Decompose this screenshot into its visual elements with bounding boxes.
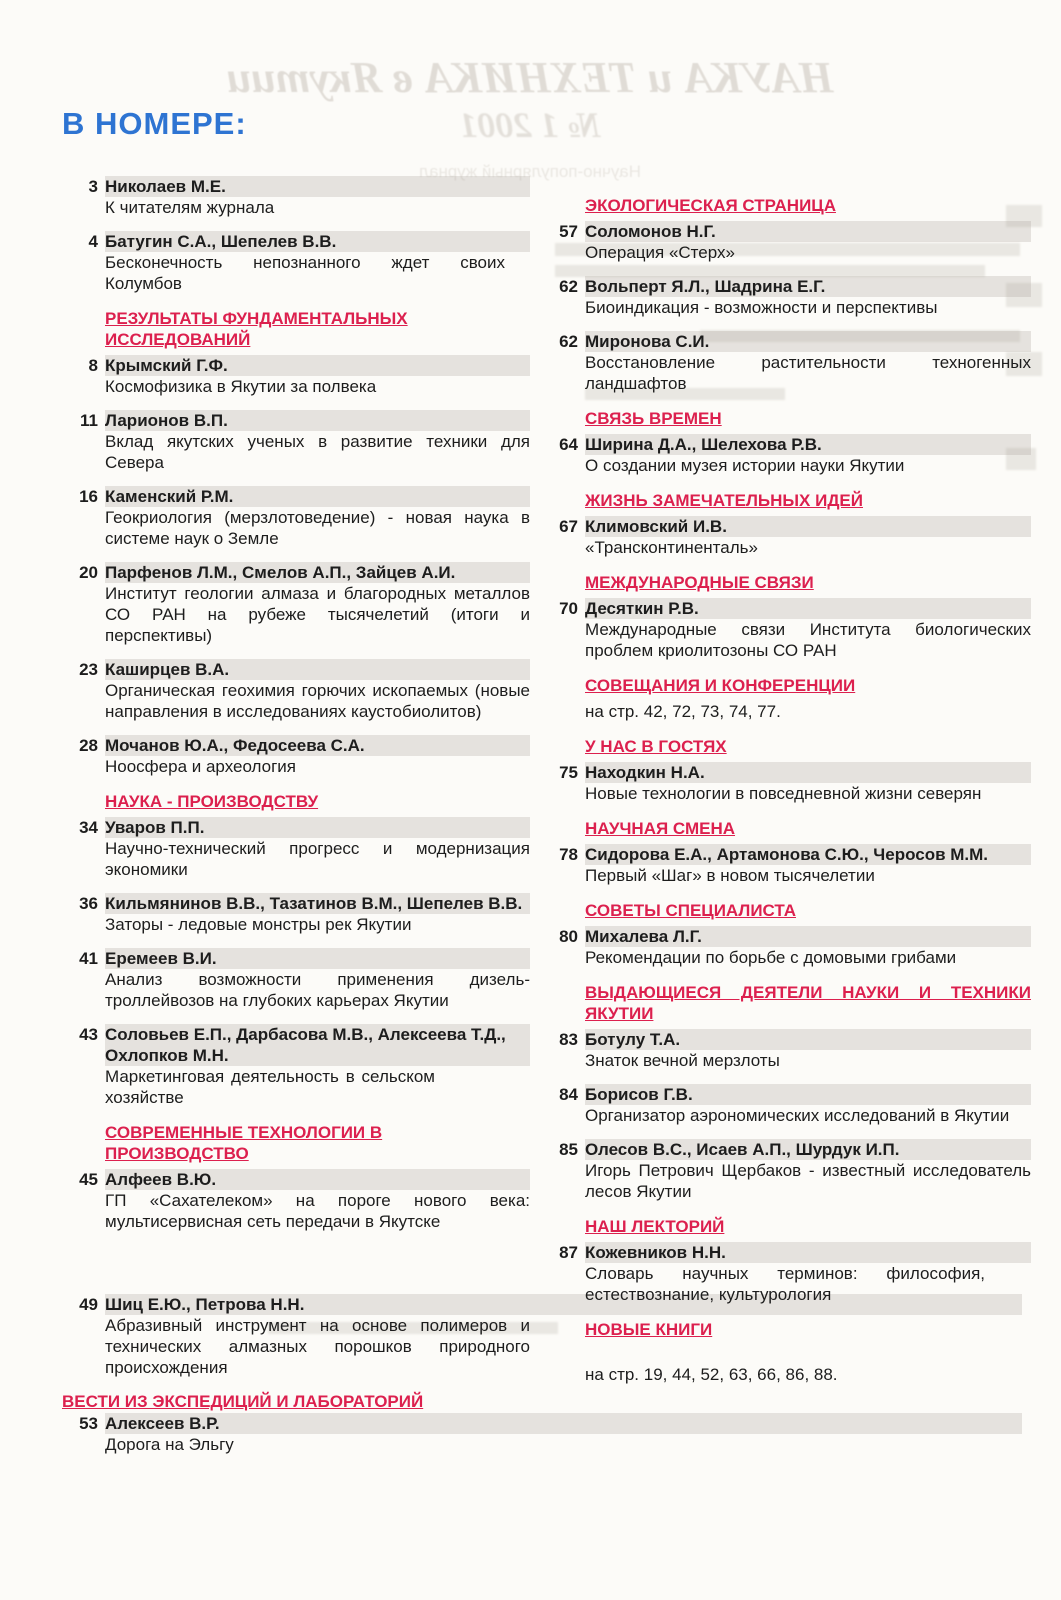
- entry-title: Знаток вечной мерзлоты: [585, 1051, 780, 1070]
- entry-page-number: 80: [559, 927, 578, 946]
- entry-page-number: 64: [559, 435, 578, 454]
- entry-authors: Еремеев В.И.: [105, 948, 530, 969]
- toc-entry: [62, 817, 530, 880]
- entry-title: К читателям журнала: [105, 198, 275, 217]
- entry-title: Вклад якутских ученых в развитие техники для Севера: [105, 432, 530, 472]
- toc-entry: [553, 762, 1031, 804]
- entry-authors: Парфенов Л.М., Смелов А.П., Зайцев А.И.: [105, 562, 530, 583]
- toc-entry: [553, 434, 1031, 476]
- ghost-issue-number: № 1 2001: [459, 105, 601, 145]
- entry-title: Институт геологии алмаза и благородных металлов СО РАН на рубеже тысячелетий (итоги и перспективы): [105, 584, 530, 645]
- entry-title: Ноосфера и археология: [105, 757, 297, 776]
- entry-page-number: 28: [79, 736, 98, 755]
- entry-page-number: 78: [559, 845, 578, 864]
- toc-entry: [62, 893, 530, 935]
- entry-authors: Николаев М.Е.: [105, 176, 530, 197]
- toc-entry: [553, 516, 1031, 558]
- ghost-journal-title: НАУКА и ТЕХНИКА в Якутии: [226, 53, 834, 102]
- entry-title: Биоиндикация - возможности и перспективы: [585, 298, 938, 317]
- toc-entry: [553, 1139, 1031, 1202]
- entry-page-number: 53: [79, 1414, 98, 1433]
- toc-entry: [553, 844, 1031, 886]
- entry-authors: Алексеев В.Р.: [105, 1413, 1022, 1434]
- entry-title: «Трансконтиненталь»: [585, 538, 758, 557]
- entry-title: Абразивный инструмент на основе полимеров и технических алмазных порошков природного происхождения: [105, 1316, 530, 1377]
- section-header: СВЯЗЬ ВРЕМЕН: [585, 409, 722, 428]
- entry-page-number: 41: [79, 949, 98, 968]
- section-header: У НАС В ГОСТЯХ: [585, 737, 727, 756]
- toc-entry: [62, 562, 530, 646]
- section-header: НАШ ЛЕКТОРИЙ: [585, 1217, 725, 1236]
- entry-title: ГП «Сахателеком» на пороге нового века: мультисервисная сеть передачи в Якутске: [105, 1191, 530, 1231]
- toc-entry: [553, 1029, 1031, 1071]
- section-pages-note: на стр. 19, 44, 52, 63, 66, 86, 88.: [585, 1365, 838, 1384]
- toc-entry: [553, 598, 1031, 661]
- entry-page-number: 62: [559, 332, 578, 351]
- entry-authors: Олесов В.С., Исаев А.П., Шурдук И.П.: [585, 1139, 1031, 1160]
- entry-title: Новые технологии в повседневной жизни северян: [585, 784, 982, 803]
- entry-authors: Михалева Л.Г.: [585, 926, 1031, 947]
- section-pages-note: на стр. 42, 72, 73, 74, 77.: [585, 702, 781, 721]
- entry-page-number: 16: [79, 487, 98, 506]
- toc-entry: [62, 486, 530, 549]
- entry-authors: Шиц Е.Ю., Петрова Н.Н.: [105, 1294, 1022, 1315]
- section-header: ВЕСТИ ИЗ ЭКСПЕДИЦИЙ И ЛАБОРАТОРИЙ: [62, 1392, 424, 1411]
- entry-title: Операция «Стерх»: [585, 243, 735, 262]
- entry-authors: Батугин С.А., Шепелев В.В.: [105, 231, 530, 252]
- toc-entry: [62, 948, 530, 1011]
- entry-title: Заторы - ледовые монстры рек Якутии: [105, 915, 412, 934]
- section-header: ЭКОЛОГИЧЕСКАЯ СТРАНИЦА: [585, 196, 836, 215]
- section-header: СОВЕТЫ СПЕЦИАЛИСТА: [585, 901, 796, 920]
- toc-entry: [62, 735, 530, 777]
- entry-authors: Соловьев Е.П., Дарбасова М.В., Алексеева Т.Д., Охлопков М.Н.: [105, 1024, 530, 1066]
- entry-page-number: 85: [559, 1140, 578, 1159]
- entry-page-number: 75: [559, 763, 578, 782]
- entry-authors: Находкин Н.А.: [585, 762, 1031, 783]
- entry-title: Научно-технический прогресс и модернизация экономики: [105, 839, 530, 879]
- entry-authors: Кильмянинов В.В., Тазатинов В.М., Шепелев В.В.: [105, 893, 530, 914]
- ghost-journal-subtitle: Научно-популярный журнал: [419, 162, 641, 181]
- toc-entry: [62, 1024, 530, 1108]
- entry-authors: Уваров П.П.: [105, 817, 530, 838]
- toc-entry: [62, 176, 530, 218]
- entry-authors: Мочанов Ю.А., Федосеева С.А.: [105, 735, 530, 756]
- entry-page-number: 4: [88, 232, 98, 251]
- entry-title: Игорь Петрович Щербаков - известный исследователь лесов Якутии: [585, 1161, 1031, 1201]
- entry-authors: Борисов Г.В.: [585, 1084, 1031, 1105]
- entry-page-number: 67: [559, 517, 578, 536]
- entry-page-number: 87: [559, 1243, 578, 1262]
- section-header: СОВЕЩАНИЯ И КОНФЕРЕНЦИИ: [585, 676, 856, 695]
- entry-page-number: 49: [79, 1295, 98, 1314]
- entry-page-number: 45: [79, 1170, 98, 1189]
- entry-title: Геокриология (мерзлотоведение) - новая наука в системе наук о Земле: [105, 508, 530, 548]
- entry-authors: Каширцев В.А.: [105, 659, 530, 680]
- entry-authors: Каменский Р.М.: [105, 486, 530, 507]
- entry-authors: Десяткин Р.В.: [585, 598, 1031, 619]
- entry-page-number: 84: [559, 1085, 578, 1104]
- entry-page-number: 23: [79, 660, 98, 679]
- entry-page-number: 8: [88, 356, 98, 375]
- toc-entry: [553, 926, 1031, 968]
- entry-title: Маркетинговая деятельность в сельском хозяйстве: [105, 1067, 435, 1107]
- section-header: РЕЗУЛЬТАТЫ ФУНДАМЕНТАЛЬНЫХ ИССЛЕДОВАНИЙ: [105, 309, 408, 349]
- entry-authors: Алфеев В.Ю.: [105, 1169, 530, 1190]
- toc-entry: [553, 221, 1031, 263]
- entry-title: Рекомендации по борьбе с домовыми грибами: [585, 948, 957, 967]
- entry-title: Анализ возможности применения дизель-троллейвозов на глубоких карьерах Якутии: [105, 970, 530, 1010]
- toc-entry: [62, 1169, 530, 1232]
- toc-entry: [553, 1084, 1031, 1126]
- section-header: СОВРЕМЕННЫЕ ТЕХНОЛОГИИ В ПРОИЗВОДСТВО: [105, 1123, 383, 1163]
- entry-authors: Соломонов Н.Г.: [585, 221, 1031, 242]
- entry-title: Организатор аэрономических исследований в Якутии: [585, 1106, 1010, 1125]
- entry-authors: Вольперт Я.Л., Шадрина Е.Г.: [585, 276, 1031, 297]
- toc-entry: [553, 331, 1031, 394]
- entry-title: Космофизика в Якутии за полвека: [105, 377, 377, 396]
- entry-page-number: 70: [559, 599, 578, 618]
- entry-page-number: 57: [559, 222, 578, 241]
- entry-title: Международные связи Института биологических проблем криолитозоны СО РАН: [585, 620, 1031, 660]
- entry-authors: Крымский Г.Ф.: [105, 355, 530, 376]
- section-header: НАУКА - ПРОИЗВОДСТВУ: [105, 792, 319, 811]
- toc-entry: [62, 659, 530, 722]
- entry-authors: Миронова С.И.: [585, 331, 1031, 352]
- entry-authors: Климовский И.В.: [585, 516, 1031, 537]
- entry-page-number: 43: [79, 1025, 98, 1044]
- entry-title: Первый «Шаг» в новом тысячелетии: [585, 866, 875, 885]
- entry-page-number: 20: [79, 563, 98, 582]
- entry-title: Органическая геохимия горючих ископаемых (новые направления в исследованиях каустобиолитов): [105, 681, 530, 721]
- toc-entry: [553, 1242, 1031, 1305]
- entry-authors: Ларионов В.П.: [105, 410, 530, 431]
- entry-page-number: 36: [79, 894, 98, 913]
- section-header: МЕЖДУНАРОДНЫЕ СВЯЗИ: [585, 573, 814, 592]
- section-header: ЖИЗНЬ ЗАМЕЧАТЕЛЬНЫХ ИДЕЙ: [585, 491, 863, 510]
- section-header: НОВЫЕ КНИГИ: [585, 1320, 713, 1339]
- toc-column-right: [553, 181, 1031, 1398]
- entry-title: О создании музея истории науки Якутии: [585, 456, 905, 475]
- page-title: В НОМЕРЕ:: [62, 106, 247, 141]
- entry-page-number: 62: [559, 277, 578, 296]
- toc-entry: [62, 355, 530, 397]
- entry-authors: Ботулу Т.А.: [585, 1029, 1031, 1050]
- toc-entry: [62, 231, 530, 294]
- entry-authors: Ширина Д.А., Шелехова Р.В.: [585, 434, 1031, 455]
- entry-title: Словарь научных терминов: философия, естествознание, культурология: [585, 1264, 985, 1304]
- section-header: ВЫДАЮЩИЕСЯ ДЕЯТЕЛИ НАУКИ И ТЕХНИКИ ЯКУТИИ: [585, 983, 1031, 1023]
- entry-title: Восстановление растительности техногенных ландшафтов: [585, 353, 1031, 393]
- entry-authors: Сидорова Е.А., Артамонова С.Ю., Черосов М.М.: [585, 844, 1031, 865]
- entry-page-number: 34: [79, 818, 98, 837]
- toc-column-left: [62, 176, 530, 1457]
- entry-title: Дорога на Эльгу: [105, 1435, 234, 1454]
- entry-page-number: 3: [88, 177, 98, 196]
- toc-entry: [553, 276, 1031, 318]
- toc-entry: [62, 1294, 530, 1378]
- entry-authors: Кожевников Н.Н.: [585, 1242, 1031, 1263]
- entry-page-number: 83: [559, 1030, 578, 1049]
- entry-title: Бесконечность непознанного ждет своих Колумбов: [105, 253, 505, 293]
- toc-entry: [62, 1413, 530, 1455]
- toc-entry: [62, 410, 530, 473]
- entry-page-number: 11: [80, 411, 98, 430]
- section-header: НАУЧНАЯ СМЕНА: [585, 819, 736, 838]
